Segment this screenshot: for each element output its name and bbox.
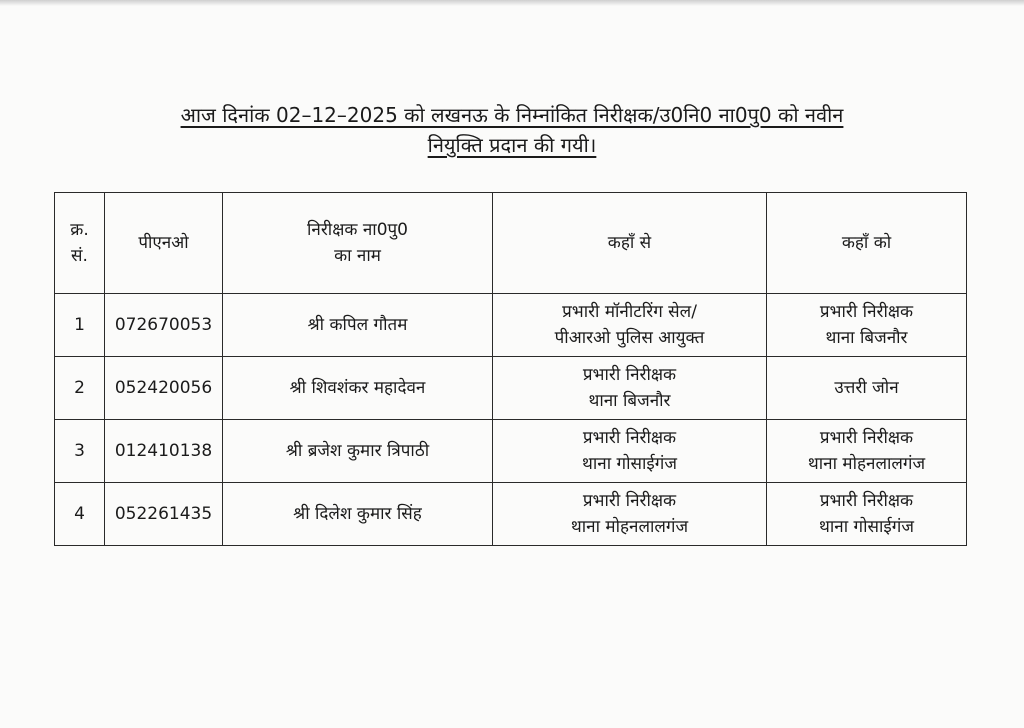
cell-from: प्रभारी निरीक्षक थाना बिजनौर <box>493 357 767 420</box>
cell-pno: 012410138 <box>105 420 223 483</box>
heading-line-2: नियुक्ति प्रदान की गयी। <box>427 133 597 157</box>
cell-serial-number: 2 <box>55 357 105 420</box>
cell-officer-name: श्री शिवशंकर महादेवन <box>223 357 493 420</box>
cell-to: प्रभारी निरीक्षक थाना बिजनौर <box>767 294 967 357</box>
header-serial-number: क्र. सं. <box>55 193 105 294</box>
table-row <box>55 420 967 483</box>
header-officer-name: निरीक्षक ना0पु0 का नाम <box>223 193 493 294</box>
cell-from: प्रभारी मॉनीटरिंग सेल/ पीआरओ पुलिस आयुक्त <box>493 294 767 357</box>
table-row <box>55 294 967 357</box>
header-pno: पीएनओ <box>105 193 223 294</box>
cell-to: प्रभारी निरीक्षक थाना मोहनलालगंज <box>767 420 967 483</box>
cell-serial-number: 1 <box>55 294 105 357</box>
cell-officer-name: श्री ब्रजेश कुमार त्रिपाठी <box>223 420 493 483</box>
cell-pno: 052261435 <box>105 483 223 546</box>
cell-from: प्रभारी निरीक्षक थाना मोहनलालगंज <box>493 483 767 546</box>
cell-serial-number: 3 <box>55 420 105 483</box>
cell-serial-number: 4 <box>55 483 105 546</box>
scan-edge-shadow <box>0 0 1024 6</box>
table-row <box>55 357 967 420</box>
table-row <box>55 483 967 546</box>
header-from: कहाँ से <box>493 193 767 294</box>
cell-officer-name: श्री दिलेश कुमार सिंह <box>223 483 493 546</box>
cell-pno: 072670053 <box>105 294 223 357</box>
cell-to: उत्तरी जोन <box>767 357 967 420</box>
table-header-row <box>55 193 967 294</box>
cell-from: प्रभारी निरीक्षक थाना गोसाईगंज <box>493 420 767 483</box>
cell-officer-name: श्री कपिल गौतम <box>223 294 493 357</box>
cell-pno: 052420056 <box>105 357 223 420</box>
order-heading <box>40 100 984 160</box>
appointment-table <box>54 192 967 546</box>
cell-to: प्रभारी निरीक्षक थाना गोसाईगंज <box>767 483 967 546</box>
heading-line-1: आज दिनांक 02–12–2025 को लखनऊ के निम्नांकित निरीक्षक/उ0नि0 ना0पु0 को नवीन <box>180 103 844 127</box>
header-to: कहाँ को <box>767 193 967 294</box>
